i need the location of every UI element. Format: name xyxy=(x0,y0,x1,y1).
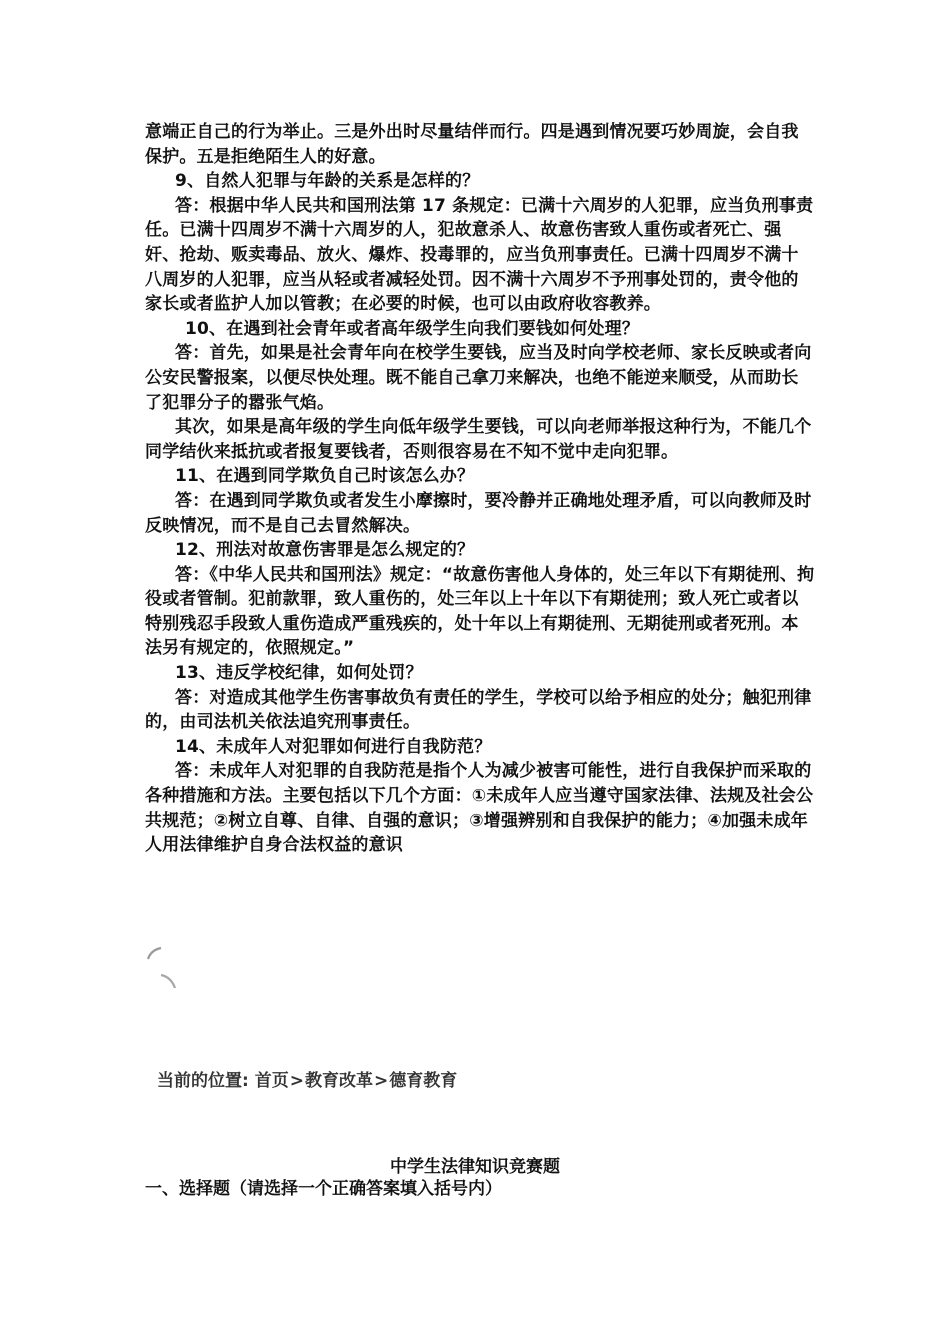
breadcrumb-separator: > xyxy=(289,1071,304,1091)
answer-paragraph: 其次，如果是高年级的学生向低年级学生要钱，可以向老师举报这种行为，不能几个同学结伙来抵抗或者报复要钱者，否则很容易在不知不觉中走向犯罪。 xyxy=(145,417,812,462)
question-heading: 9、自然人犯罪与年龄的关系是怎样的？ xyxy=(175,171,480,192)
question-heading: 10、在遇到社会青年或者高年级学生向我们要钱如何处理？ xyxy=(185,318,640,339)
question-heading: 11、在遇到同学欺负自己时该怎么办？ xyxy=(175,466,475,487)
document-body xyxy=(145,120,815,858)
question-heading: 13、违反学校纪律，如何处罚？ xyxy=(175,663,423,684)
breadcrumb-link-moral-education[interactable]: 德育教育 xyxy=(389,1071,458,1091)
answer-paragraph: 答：首先，如果是社会青年向在校学生要钱，应当及时向学校老师、家长反映或者向公安民警报案，以便尽快处理。既不能自己拿刀来解决，也绝不能逆来顺受，从而助长了犯罪分子的嚣张气焰。 xyxy=(145,343,812,413)
breadcrumb-label: 当前的位置: xyxy=(157,1071,249,1091)
question-heading: 12、刑法对故意伤害罪是怎么规定的？ xyxy=(175,540,475,561)
answer-paragraph: 答：根据中华人民共和国刑法第 17 条规定：已满十六周岁的人犯罪，应当负刑事责任。已满十四周岁不满十六周岁的人，犯故意杀人、故意伤害致人重伤或者死亡、强奸、抢劫、贩卖毒品、放火、爆炸、投毒罪的，应当负刑事责任。已满十四周岁不满十八周岁的人犯罪，应当从轻或者减轻处罚。因不满十六周岁不予刑事处罚的，责令他的家长或者监护人加以管教；在必要的时候，也可以由政府收容教养。 xyxy=(145,195,814,315)
section-title: 一、选择题（请选择一个正确答案填入括号内） xyxy=(145,1179,502,1199)
quiz-title: 中学生法律知识竞赛题 xyxy=(390,1157,560,1177)
breadcrumb-separator: > xyxy=(373,1071,389,1091)
question-heading: 14、未成年人对犯罪如何进行自我防范？ xyxy=(175,736,492,757)
answer-paragraph: 答：对造成其他学生伤害事故负有责任的学生，学校可以给予相应的处分；触犯刑律的，由司法机关依法追究刑事责任。 xyxy=(145,687,812,733)
answer-paragraph: 答：《中华人民共和国刑法》规定：“故意伤害他人身体的，处三年以下有期徒刑、拘役或者管制。犯前款罪，致人重伤的，处三年以上十年以下有期徒刑；致人死亡或者以特别残忍手段致人重伤造成严重残疾的，处十年以上有期徒刑、无期徒刑或者死刑。本法另有规定的，依照规定。” xyxy=(145,564,815,659)
answer-paragraph: 答：未成年人对犯罪的自我防范是指个人为减少被害可能性，进行自我保护而采取的各种措施和方法。主要包括以下几个方面：①未成年人应当遵守国家法律、法规及社会公共规范；②树立自尊、自律、自强的意识；③增强辨别和自我保护的能力；④加强未成年人用法律维护自身合法权益的意识 xyxy=(145,761,814,856)
image-placeholder-marks-icon xyxy=(145,945,185,995)
breadcrumb-link-education-reform[interactable]: 教育改革 xyxy=(304,1071,373,1091)
paragraph: 意端正自己的行为举止。三是外出时尽量结伴而行。四是遇到情况要巧妙周旋，会自我保护。五是拒绝陌生人的好意。 xyxy=(145,122,799,167)
breadcrumb-link-home[interactable]: 首页 xyxy=(254,1071,289,1091)
answer-paragraph: 答：在遇到同学欺负或者发生小摩擦时，要冷静并正确地处理矛盾，可以向教师及时反映情况，而不是自己去冒然解决。 xyxy=(145,490,812,536)
breadcrumb xyxy=(157,1066,457,1091)
